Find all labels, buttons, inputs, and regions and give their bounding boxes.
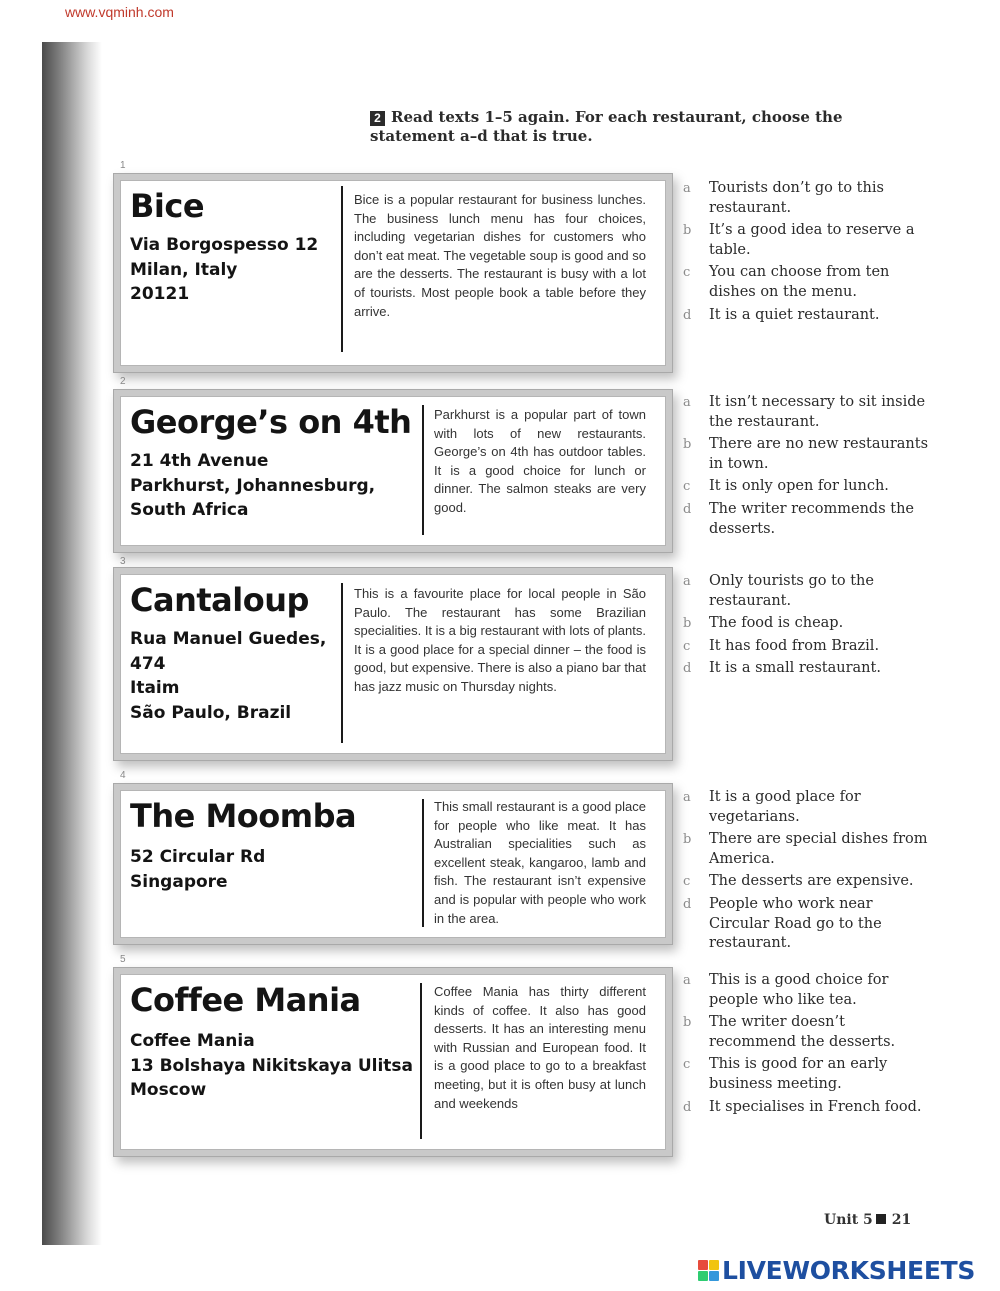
logo-tile (709, 1271, 719, 1281)
option-text: It has food from Brazil. (709, 637, 880, 654)
option-text: This is a good choice for people who like tea. (709, 972, 889, 1008)
answer-option[interactable] (683, 179, 933, 218)
restaurant-description: Coffee Mania has thirty different kinds of coffee. It also has good desserts. It has an interesting menu with Russian and European food. It is a good place to go to a breakfast meeting, but it is often busy at lunch and weekends (434, 984, 646, 1111)
option-text: This is good for an early business meeting. (709, 1056, 888, 1092)
answer-option[interactable] (683, 659, 933, 679)
restaurant-card-the-moomba (120, 790, 666, 938)
logo-tile (698, 1271, 708, 1281)
address-line: Parkhurst, Johannesburg, (130, 475, 376, 496)
address-line: Moscow (130, 1080, 207, 1100)
card-divider (420, 983, 422, 1139)
restaurant-description: This small restaurant is a good place for people who like meat. It has Australian specialities such as excellent steak, kangaroo, lamb and fish. The restaurant isn’t expensive and is popular with people who work in the area. (434, 799, 646, 926)
option-text: It’s a good idea to reserve a table. (709, 222, 915, 258)
square-icon (876, 1214, 886, 1224)
site-url[interactable]: www.vqminh.com (65, 4, 174, 20)
restaurant-card-georges-on-4th (120, 396, 666, 546)
option-letter: a (683, 973, 691, 988)
option-text: The writer recommends the desserts. (709, 500, 914, 537)
option-text: Only tourists go to the restaurant. (709, 573, 874, 609)
option-letter: d (683, 661, 692, 677)
card-number: 2 (120, 376, 126, 387)
address-line: 20121 (130, 284, 190, 304)
restaurant-card-bice (120, 180, 666, 366)
address-line: São Paulo, Brazil (130, 702, 292, 723)
option-letter: d (683, 896, 692, 912)
option-letter: d (683, 307, 692, 323)
answer-options (683, 179, 933, 328)
answer-option[interactable] (683, 221, 933, 260)
option-letter: c (683, 479, 691, 495)
restaurant-name: Bice (130, 187, 205, 225)
restaurant-name: George’s on 4th (130, 403, 412, 441)
answer-option[interactable] (683, 872, 933, 892)
option-letter: b (683, 616, 692, 632)
option-letter: d (683, 1099, 692, 1115)
textbook-page (42, 42, 1000, 1245)
option-text: There are no new restaurants in town. (709, 436, 929, 472)
option-text: It isn’t necessary to sit inside the restaurant. (709, 394, 926, 430)
option-text: There are special dishes from America. (709, 831, 928, 867)
restaurant-name: The Moomba (130, 797, 357, 835)
restaurant-card-cantaloup (120, 574, 666, 754)
liveworksheets-logo-icon (698, 1260, 719, 1281)
answer-option[interactable] (683, 306, 933, 326)
answer-option[interactable] (683, 500, 933, 539)
card-divider (341, 583, 343, 743)
restaurant-address (130, 845, 265, 894)
option-text: The writer doesn’t recommend the desserts. (709, 1014, 896, 1050)
address-line: Via Borgospesso 12 (130, 235, 319, 255)
answer-option[interactable] (683, 637, 933, 657)
answer-option[interactable] (683, 263, 933, 302)
answer-option[interactable] (683, 435, 933, 474)
page-number: 21 (891, 1212, 912, 1228)
brand-name: LIVEWORKSHEETS (722, 1255, 976, 1285)
answer-option[interactable] (683, 477, 933, 497)
answer-option[interactable] (683, 572, 933, 611)
restaurant-description: Bice is a popular restaurant for business lunches. The business lunch menu has four choices, including vegetarian dishes for customers who don’t eat meat. The vegetable soup is good and so are the desserts. The restaurant is busy with a lot of tourists. Most people book a table before they arrive. (354, 192, 646, 319)
restaurant-description: This is a favourite place for local people in São Paulo. The restaurant has some Brazilian specialities. It is a big restaurant with lots of plants. It is a good place for a special dinner – the food is good, but expensive. There is also a piano bar that has jazz music on Thursday nights. (354, 586, 646, 694)
option-letter: d (683, 501, 692, 517)
answer-option[interactable] (683, 1055, 933, 1094)
restaurant-card-coffee-mania (120, 974, 666, 1150)
page-footer (824, 1212, 911, 1228)
answer-options (683, 572, 933, 682)
option-letter: a (683, 574, 691, 589)
answer-option[interactable] (683, 1013, 933, 1052)
option-letter: c (683, 265, 691, 281)
restaurant-description: Parkhurst is a popular part of town with lots of new restaurants. George’s on 4th has outdoor tables. It is a good choice for lunch or dinner. The salmon steaks are very good. (434, 407, 646, 515)
address-line: 52 Circular Rd (130, 847, 266, 867)
card-divider (422, 799, 424, 927)
card-number: 3 (120, 556, 126, 567)
option-text: It is a quiet restaurant. (709, 306, 880, 323)
answer-option[interactable] (683, 1098, 933, 1118)
restaurant-address (130, 449, 375, 523)
option-letter: b (683, 223, 692, 239)
answer-option[interactable] (683, 971, 933, 1010)
option-letter: c (683, 638, 691, 654)
address-line: South Africa (130, 500, 249, 520)
answer-option[interactable] (683, 393, 933, 432)
answer-option[interactable] (683, 614, 933, 634)
card-number: 4 (120, 770, 126, 781)
exercise-instruction (370, 108, 900, 146)
address-line: Singapore (130, 871, 228, 892)
address-line: Itaim (130, 678, 180, 698)
address-line: Milan, Italy (130, 259, 238, 280)
address-line: 21 4th Avenue (130, 451, 269, 471)
restaurant-address (130, 627, 326, 725)
exercise-number: 2 (370, 111, 385, 126)
instruction-text: Read texts 1–5 again. For each restaurant, choose the statement a–d that is true. (370, 108, 843, 145)
option-letter: a (683, 790, 691, 805)
answer-option[interactable] (683, 788, 933, 827)
address-line: 474 (130, 653, 166, 674)
option-text: People who work near Circular Road go to the restaurant. (709, 895, 882, 952)
option-letter: c (683, 874, 691, 890)
card-divider (422, 405, 424, 535)
address-line: Coffee Mania (130, 1031, 255, 1051)
restaurant-address (130, 233, 318, 307)
logo-tile (709, 1260, 719, 1270)
card-divider (341, 186, 343, 352)
restaurant-address (130, 1029, 413, 1103)
answer-options (683, 788, 933, 957)
option-letter: b (683, 832, 692, 848)
option-text: It is only open for lunch. (709, 478, 889, 495)
answer-option[interactable] (683, 895, 933, 954)
unit-label: Unit 5 (824, 1212, 873, 1228)
restaurant-name: Coffee Mania (130, 981, 361, 1019)
card-number: 5 (120, 954, 126, 965)
option-text: The food is cheap. (709, 615, 844, 632)
answer-options (683, 393, 933, 542)
liveworksheets-logo[interactable] (698, 1255, 975, 1285)
option-letter: b (683, 1015, 692, 1031)
answer-options (683, 971, 933, 1120)
address-line: 13 Bolshaya Nikitskaya Ulitsa (130, 1055, 414, 1076)
card-number: 1 (120, 160, 126, 171)
address-line: Rua Manuel Guedes, (130, 629, 327, 649)
option-letter: a (683, 181, 691, 196)
option-letter: c (683, 1057, 691, 1073)
option-text: You can choose from ten dishes on the menu. (709, 264, 890, 300)
option-text: It is a small restaurant. (709, 660, 881, 677)
page-binding-shadow (42, 42, 102, 1245)
logo-tile (698, 1260, 708, 1270)
option-letter: b (683, 437, 692, 453)
option-text: It is a good place for vegetarians. (709, 789, 861, 825)
option-letter: a (683, 395, 691, 410)
option-text: The desserts are expensive. (709, 873, 914, 890)
restaurant-name: Cantaloup (130, 581, 309, 619)
answer-option[interactable] (683, 830, 933, 869)
option-text: Tourists don’t go to this restaurant. (709, 180, 884, 216)
option-text: It specialises in French food. (709, 1098, 922, 1115)
